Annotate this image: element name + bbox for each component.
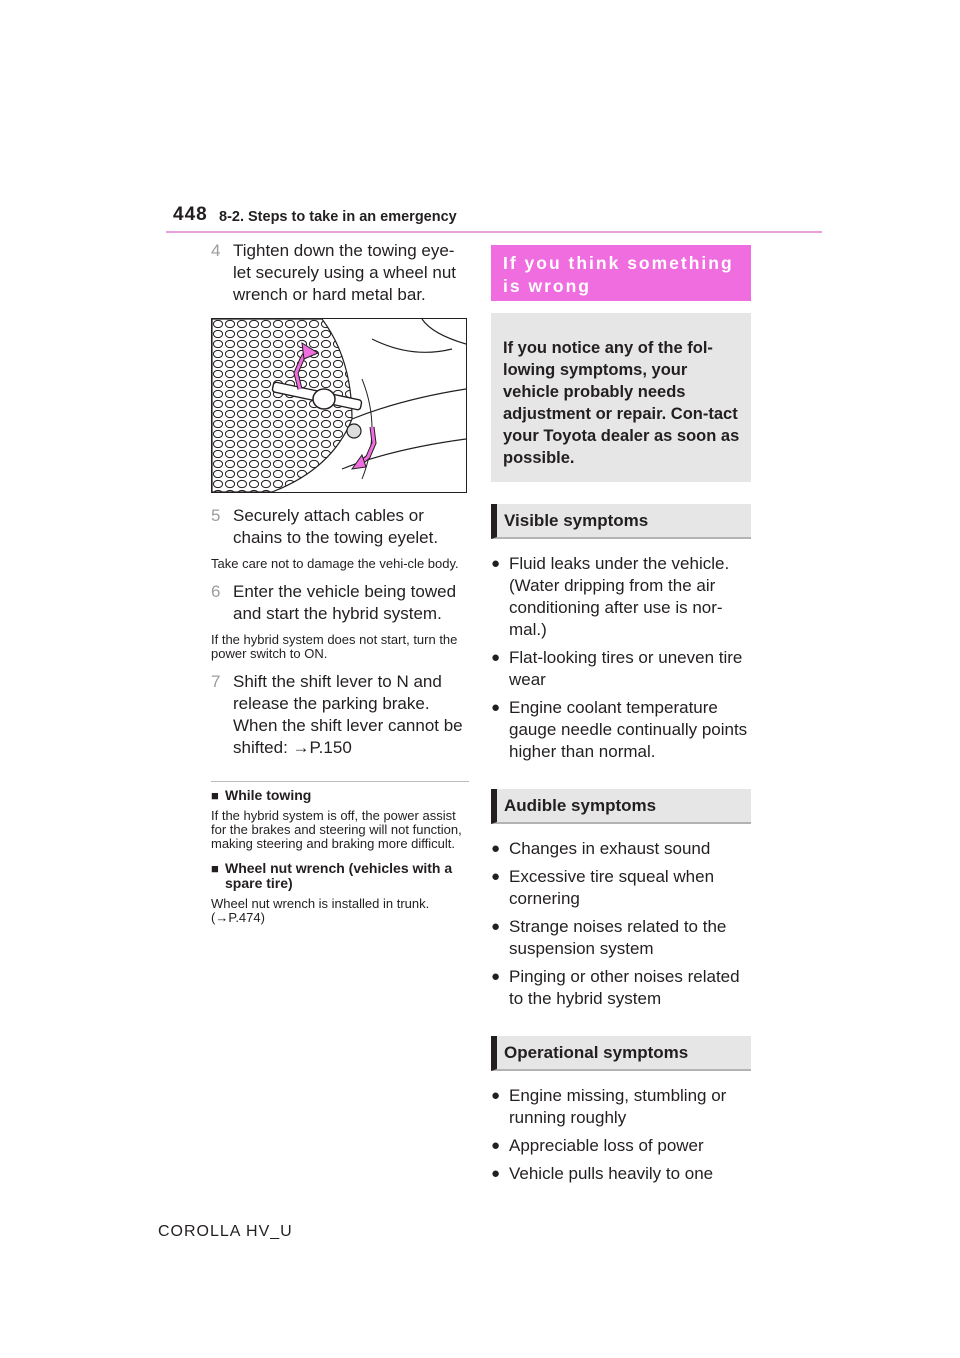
list-item: ● Strange noises related to the suspension system bbox=[491, 917, 727, 958]
subsection-heading-while-towing bbox=[211, 788, 471, 803]
list-item: ● Pinging or other noises related to the hybrid system bbox=[491, 967, 740, 1008]
grille-wrench-drawing bbox=[212, 319, 466, 492]
subsection-heading-wheel-nut-wrench bbox=[211, 861, 471, 891]
intro-box: If you notice any of the fol-lowing symptoms, your vehicle probably needs adjustment or repair. Con-tact your Toyota dealer as soon as possible. bbox=[491, 313, 751, 482]
step-4 bbox=[211, 240, 471, 306]
header-rule bbox=[166, 231, 822, 233]
step-6 bbox=[211, 581, 471, 625]
section-divider bbox=[211, 781, 469, 782]
step-text: Enter the vehicle being towed and start the hybrid system. bbox=[233, 582, 457, 623]
bullet-icon: ● bbox=[491, 868, 501, 885]
bullet-icon: ● bbox=[491, 699, 501, 716]
operational-symptoms-list bbox=[491, 1085, 751, 1185]
list-item: ● Vehicle pulls heavily to one bbox=[491, 1164, 714, 1183]
step-5-note: Take care not to damage the vehi-cle body. bbox=[211, 556, 459, 571]
step-5 bbox=[211, 505, 471, 549]
left-column bbox=[211, 240, 471, 935]
bullet-icon: ● bbox=[491, 968, 501, 985]
step-text: Securely attach cables or chains to the towing eyelet. bbox=[233, 506, 439, 547]
list-item: ● Flat-looking tires or uneven tire wear bbox=[491, 648, 743, 689]
bullet-icon: ● bbox=[491, 918, 501, 935]
subsection-body: If the hybrid system is off, the power assist for the brakes and steering will not function, making steering and braking more difficult. bbox=[211, 808, 462, 851]
section-band-operational: Operational symptoms bbox=[491, 1036, 751, 1071]
list-item: ● Engine missing, stumbling or running roughly bbox=[491, 1086, 727, 1127]
bullet-icon: ● bbox=[491, 1087, 501, 1104]
list-item: ● Fluid leaks under the vehicle. (Water dripping from the air conditioning after use is nor-mal.) bbox=[491, 554, 730, 639]
visible-symptoms-list bbox=[491, 553, 751, 763]
bullet-icon: ● bbox=[491, 649, 501, 666]
step-number: 7 bbox=[211, 672, 221, 691]
list-item: ● Appreciable loss of power bbox=[491, 1136, 704, 1155]
step-number: 4 bbox=[211, 241, 221, 260]
step-text: Shift the shift lever to N and release the parking brake. bbox=[233, 672, 442, 713]
right-column bbox=[491, 245, 751, 1191]
footer-model-code: COROLLA HV_U bbox=[158, 1223, 293, 1240]
subsection-title: Wheel nut wrench (vehicles with a spare tire) bbox=[225, 860, 453, 891]
subsection-title: While towing bbox=[225, 787, 312, 803]
list-item: ● Changes in exhaust sound bbox=[491, 839, 711, 858]
bullet-icon: ● bbox=[491, 1137, 501, 1154]
step-text: Tighten down the towing eye-let securely using a wheel nut wrench or hard metal bar. bbox=[233, 241, 457, 304]
towing-eyelet-illustration bbox=[211, 318, 467, 493]
list-item: ● Engine coolant temperature gauge needle continually points higher than normal. bbox=[491, 698, 748, 761]
step-number: 5 bbox=[211, 506, 221, 525]
section-title: 8-2. Steps to take in an emergency bbox=[219, 209, 457, 225]
square-bullet-icon: ■ bbox=[211, 861, 219, 876]
step-text-reference: When the shift lever cannot be shifted: →P.150 bbox=[233, 716, 463, 757]
bullet-icon: ● bbox=[491, 555, 501, 572]
bullet-icon: ● bbox=[491, 1165, 501, 1182]
section-band-audible: Audible symptoms bbox=[491, 789, 751, 824]
step-7 bbox=[211, 671, 471, 759]
list-item: ● Excessive tire squeal when cornering bbox=[491, 867, 715, 908]
topic-title-box: If you think something is wrong bbox=[491, 245, 751, 301]
step-number: 6 bbox=[211, 582, 221, 601]
audible-symptoms-list bbox=[491, 838, 751, 1010]
bullet-icon: ● bbox=[491, 840, 501, 857]
step-6-note: If the hybrid system does not start, turn the power switch to ON. bbox=[211, 632, 458, 661]
page-number: 448 bbox=[173, 204, 208, 225]
square-bullet-icon: ■ bbox=[211, 788, 219, 803]
subsection-body: Wheel nut wrench is installed in trunk. (→P.474) bbox=[211, 896, 430, 925]
section-band-visible: Visible symptoms bbox=[491, 504, 751, 539]
